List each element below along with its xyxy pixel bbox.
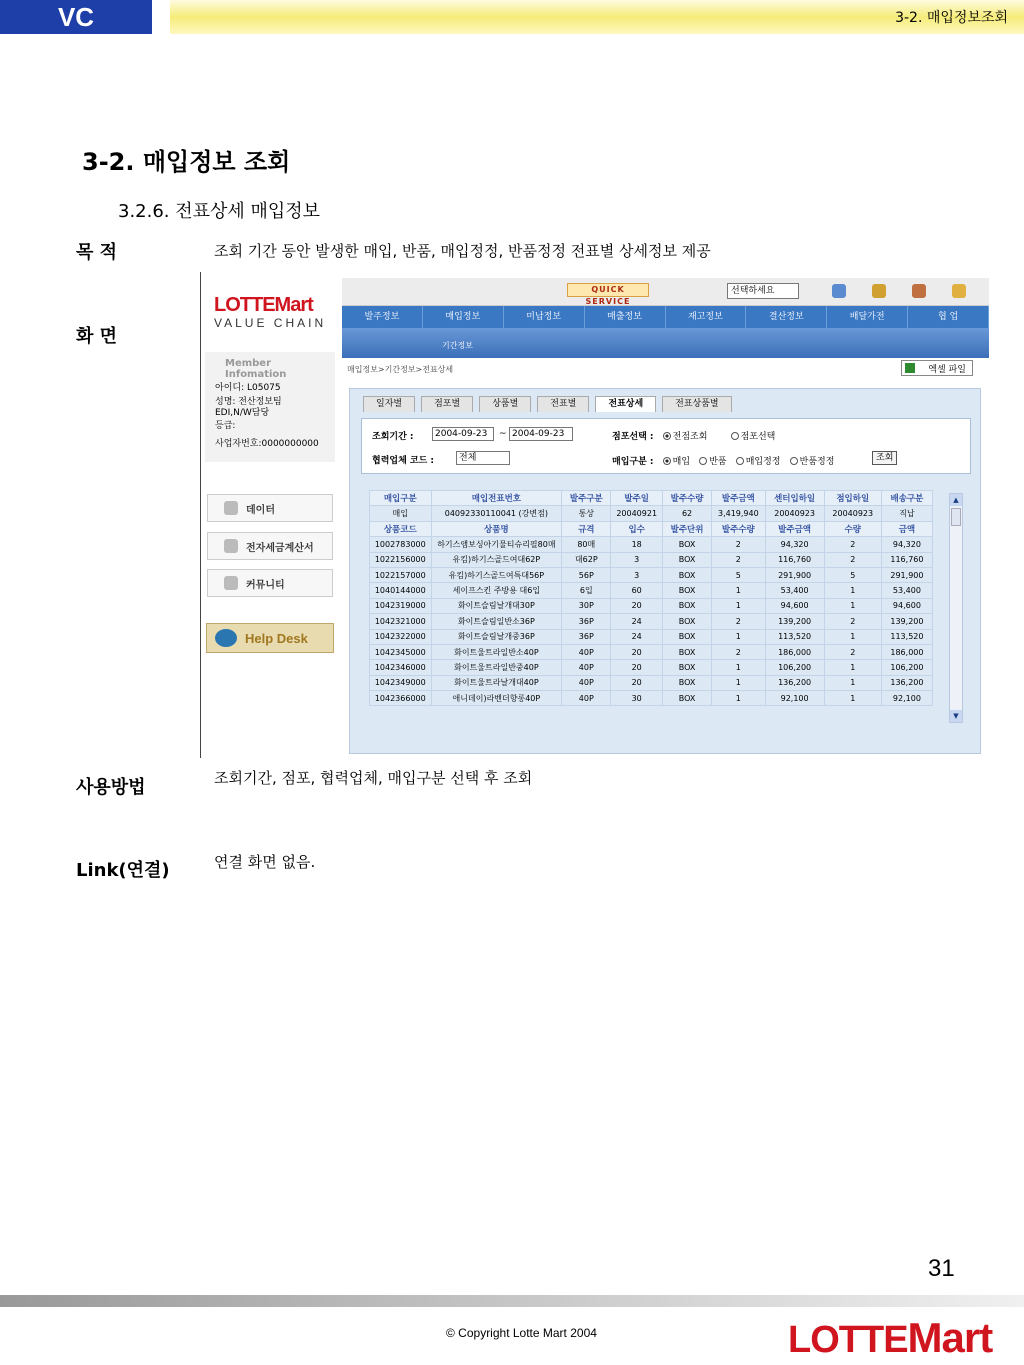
- member-dept: EDI,N/W담당: [215, 408, 270, 418]
- excel-export-button[interactable]: 엑셀 파일: [901, 360, 973, 376]
- user-icon[interactable]: [952, 284, 966, 298]
- tab-store[interactable]: 점포별: [421, 396, 473, 412]
- grid-cell: 5: [824, 567, 881, 582]
- grid-cell: 화이트슬림날개중36P: [431, 629, 562, 644]
- grid-cell: 2: [712, 644, 765, 659]
- grid-cell: BOX: [662, 598, 711, 613]
- grid-cell: BOX: [662, 537, 711, 552]
- table-row: [370, 552, 933, 567]
- grid-cell: 56P: [562, 567, 611, 582]
- invoice-icon: [224, 539, 238, 553]
- grid-cell: 1022157000: [370, 567, 432, 582]
- screen-label: 화 면: [76, 326, 118, 347]
- home-icon[interactable]: [832, 284, 846, 298]
- grid-cell: 1: [824, 629, 881, 644]
- grid-cell: 1: [712, 583, 765, 598]
- vendor-select[interactable]: 전체: [456, 451, 510, 465]
- grid-cell: 1: [712, 691, 765, 706]
- grid-cell: 화이트슬림일반소36P: [431, 614, 562, 629]
- grid-header-cell: 발주수량: [712, 521, 765, 536]
- table-row: [370, 614, 933, 629]
- grid-cell: 애니데이)라벤더향롱40P: [431, 691, 562, 706]
- grid-header-cell: 입수: [611, 521, 663, 536]
- grid-cell: BOX: [662, 567, 711, 582]
- help-desk-button[interactable]: Help Desk: [206, 623, 334, 653]
- grid-cell: 40P: [562, 660, 611, 675]
- tab-bar: [363, 396, 736, 412]
- grid-cell: 94,600: [881, 598, 932, 613]
- grid-cell: 2: [824, 614, 881, 629]
- grid-cell: 136,200: [765, 675, 824, 690]
- grid-header-cell: 매입구분: [370, 491, 432, 506]
- grid-cell: 136,200: [881, 675, 932, 690]
- period-label: 조회기간 :: [372, 432, 414, 442]
- link-text: 연결 화면 없음.: [214, 853, 316, 871]
- grid-cell: 24: [611, 614, 663, 629]
- table-row: [370, 629, 933, 644]
- query-button[interactable]: 조회: [872, 451, 897, 465]
- left-panel: [201, 278, 341, 758]
- purpose-text: 조회 기간 동안 발생한 매입, 반품, 매입정정, 반품정정 전표별 상세정보 제공: [214, 242, 711, 260]
- grid-cell: 40P: [562, 644, 611, 659]
- print-icon[interactable]: [912, 284, 926, 298]
- community-button[interactable]: 커뮤니티: [207, 569, 333, 597]
- grid-cell: 113,520: [765, 629, 824, 644]
- grid-cell: 106,200: [881, 660, 932, 675]
- grid-cell: 40P: [562, 691, 611, 706]
- grid-cell: 1: [712, 598, 765, 613]
- grid-cell: 화이트슬림날개대30P: [431, 598, 562, 613]
- grid-cell: 5: [712, 567, 765, 582]
- grid-header-row: [370, 491, 933, 506]
- quick-service-label: QUICK SERVICE: [567, 283, 649, 297]
- grid-cell: 2: [712, 614, 765, 629]
- grid-cell: 대62P: [562, 552, 611, 567]
- table-row: [370, 675, 933, 690]
- table-row: [370, 583, 933, 598]
- member-grade: 등급:: [215, 421, 236, 431]
- store-select-label: 점포선택 : 전점조회 점포선택: [612, 432, 776, 442]
- grid-cell: 20: [611, 644, 663, 659]
- grid-cell: 53,400: [765, 583, 824, 598]
- grid-cell: 04092330110041 (강변점): [431, 506, 562, 521]
- grid-cell: 20: [611, 660, 663, 675]
- tab-slip-product[interactable]: 전표상품별: [662, 396, 731, 412]
- grid-cell: BOX: [662, 583, 711, 598]
- lotte-mart-logo: LOTTEMart: [214, 294, 313, 316]
- grid-cell: 직납: [881, 506, 932, 521]
- radio-return[interactable]: [699, 457, 707, 465]
- grid-cell: 20040923: [824, 506, 881, 521]
- scroll-up-icon[interactable]: ▲: [950, 494, 962, 506]
- grid-cell: 20040921: [611, 506, 663, 521]
- grid-header-cell: 발주구분: [562, 491, 611, 506]
- member-info-box: [205, 352, 335, 462]
- purchase-type-label: 매입구분 : 매입 반품 매입정정 반품정정: [612, 457, 835, 467]
- data-button[interactable]: 데이터: [207, 494, 333, 522]
- grid-cell: 1: [824, 598, 881, 613]
- grid-header-cell: 센터입하일: [765, 491, 824, 506]
- menu-unpaid[interactable]: 미납정보: [504, 306, 585, 328]
- footer-bar: [0, 1295, 1024, 1307]
- grid-cell: 1022156000: [370, 552, 432, 567]
- copyright: © Copyright Lotte Mart 2004: [446, 1326, 597, 1340]
- grid-cell: 화이트울트라날개대40P: [431, 675, 562, 690]
- member-id: 아이디: L05075: [215, 383, 281, 393]
- search-panel: [361, 418, 971, 474]
- scroll-thumb[interactable]: [951, 508, 961, 526]
- menu-delivery[interactable]: 배달가전: [827, 306, 908, 328]
- grid-cell: 80매: [562, 537, 611, 552]
- grid-cell: 113,520: [881, 629, 932, 644]
- sub-menu-period[interactable]: 기간정보: [442, 341, 473, 350]
- purpose-label: 목 적: [76, 242, 118, 263]
- grid-cell: BOX: [662, 644, 711, 659]
- quick-service-select[interactable]: 선택하세요: [727, 283, 799, 299]
- grid-cell: 2: [824, 644, 881, 659]
- grid-cell: 1002783000: [370, 537, 432, 552]
- usage-text: 조회기간, 점포, 협력업체, 매입구분 선택 후 조회: [214, 769, 533, 787]
- grid-cell: 36P: [562, 629, 611, 644]
- breadcrumb: 매입정보>기간정보>전표상세: [347, 365, 454, 374]
- grid-cell: 30P: [562, 598, 611, 613]
- grid-cell: 186,000: [881, 644, 932, 659]
- grid-cell: BOX: [662, 614, 711, 629]
- grid-cell: 291,900: [881, 567, 932, 582]
- grid-cell: 3: [611, 567, 663, 582]
- grid-header-cell: 발주단위: [662, 521, 711, 536]
- grid-cell: 1042321000: [370, 614, 432, 629]
- grid-header-cell: 매입전표번호: [431, 491, 562, 506]
- grid-cell: 139,200: [765, 614, 824, 629]
- grid-cell: 화이트울트라일반소40P: [431, 644, 562, 659]
- app-screenshot: [201, 272, 989, 758]
- table-row: [370, 598, 933, 613]
- grid-cell: 2: [712, 537, 765, 552]
- grid-cell: 매입: [370, 506, 432, 521]
- data-icon: [224, 501, 238, 515]
- menu-stock[interactable]: 재고정보: [666, 306, 747, 328]
- grid-cell: 139,200: [881, 614, 932, 629]
- page-number: 31: [928, 1255, 955, 1282]
- grid-cell: BOX: [662, 552, 711, 567]
- community-icon: [224, 576, 238, 590]
- grid-cell: 291,900: [765, 567, 824, 582]
- grid-cell: 6입: [562, 583, 611, 598]
- menu-order[interactable]: 발주정보: [342, 306, 423, 328]
- date-separator: ~: [499, 429, 507, 439]
- grid-cell: 1040144000: [370, 583, 432, 598]
- grid-cell: 30: [611, 691, 663, 706]
- grid-cell: 40P: [562, 675, 611, 690]
- grid-cell: 60: [611, 583, 663, 598]
- page-subtitle: 3.2.6. 전표상세 매입정보: [118, 201, 321, 222]
- vc-badge: VC: [0, 0, 152, 34]
- grid-header-row: [370, 521, 933, 536]
- grid-cell: 1: [712, 675, 765, 690]
- menu-settlement[interactable]: 결산정보: [746, 306, 827, 328]
- table-row: [370, 660, 933, 675]
- grid-cell: 2: [824, 552, 881, 567]
- grid-cell: 1042349000: [370, 675, 432, 690]
- grid-header-cell: 규격: [562, 521, 611, 536]
- quick-service-bar: [342, 278, 989, 306]
- table-row: [370, 691, 933, 706]
- menu-collab[interactable]: 협 업: [908, 306, 989, 328]
- grid-cell: 세이프스킨 주방용 대6입: [431, 583, 562, 598]
- grid-cell: BOX: [662, 691, 711, 706]
- grid-cell: 1: [824, 660, 881, 675]
- grid-cell: 3: [611, 552, 663, 567]
- date-to-input[interactable]: 2004-09-23: [509, 427, 573, 441]
- tab-daily[interactable]: 일자별: [363, 396, 415, 412]
- grid-cell: 하기스앰보싱아기물티슈리필80매: [431, 537, 562, 552]
- member-bizno: 사업자번호:0000000000: [215, 439, 319, 449]
- grid-cell: 94,320: [881, 537, 932, 552]
- grid-cell: 유킴)하기스골드여특대56P: [431, 567, 562, 582]
- grid-header-cell: 발주일: [611, 491, 663, 506]
- radio-purchase-correction[interactable]: [736, 457, 744, 465]
- member-name: 성명: 전산정보팀: [215, 397, 282, 407]
- grid-cell: 1: [824, 691, 881, 706]
- grid-cell: 92,100: [765, 691, 824, 706]
- grid-header-cell: 상품코드: [370, 521, 432, 536]
- menu-purchase[interactable]: 매입정보: [423, 306, 504, 328]
- grid-cell: 1042346000: [370, 660, 432, 675]
- grid-cell: BOX: [662, 629, 711, 644]
- phone-icon: [215, 629, 237, 647]
- grid-cell: 화이트울트라일반중40P: [431, 660, 562, 675]
- grid-cell: 186,000: [765, 644, 824, 659]
- grid-header-cell: 배송구분: [881, 491, 932, 506]
- tab-slip[interactable]: 전표별: [537, 396, 589, 412]
- grid-cell: 1042345000: [370, 644, 432, 659]
- grid-cell: 53,400: [881, 583, 932, 598]
- menu-sales[interactable]: 매출정보: [585, 306, 666, 328]
- grid-cell: 1: [824, 675, 881, 690]
- table-row: [370, 537, 933, 552]
- link-label: Link(연결): [76, 860, 170, 881]
- grid-cell: 1: [712, 660, 765, 675]
- tax-invoice-button[interactable]: 전자세금계산서: [207, 532, 333, 560]
- member-info-title: Member Infomation: [225, 358, 287, 380]
- grid-cell: 20: [611, 675, 663, 690]
- table-row: [370, 644, 933, 659]
- grid-header-cell: 발주금액: [712, 491, 765, 506]
- grid-cell: 18: [611, 537, 663, 552]
- grid-cell: 20040923: [765, 506, 824, 521]
- grid-cell: 62: [662, 506, 711, 521]
- grid-cell: 94,320: [765, 537, 824, 552]
- grid-header-cell: 수량: [824, 521, 881, 536]
- grid-summary-row: [370, 506, 933, 521]
- radio-purchase[interactable]: [663, 457, 671, 465]
- grid-cell: 3,419,940: [712, 506, 765, 521]
- value-chain-logo: VALUE CHAIN: [214, 316, 327, 330]
- grid-cell: 116,760: [881, 552, 932, 567]
- grid-cell: 36P: [562, 614, 611, 629]
- section-title: 3-2. 매입정보조회: [895, 10, 1008, 26]
- grid-cell: 유킴)하기스골드여대62P: [431, 552, 562, 567]
- page-title: 3-2. 매입정보 조회: [82, 148, 291, 176]
- grid-cell: 94,600: [765, 598, 824, 613]
- scroll-down-icon[interactable]: ▼: [950, 710, 962, 722]
- grid-cell: 1: [712, 629, 765, 644]
- grid-cell: 1042322000: [370, 629, 432, 644]
- grid-header-cell: 발주금액: [765, 521, 824, 536]
- radio-return-correction[interactable]: [790, 457, 798, 465]
- grid-header-cell: 상품명: [431, 521, 562, 536]
- grid-cell: 24: [611, 629, 663, 644]
- grid-header-cell: 점입하일: [824, 491, 881, 506]
- footer-lotte-mart-logo: LOTTEMart: [788, 1314, 993, 1361]
- grid-cell: 통상: [562, 506, 611, 521]
- grid-cell: 1042319000: [370, 598, 432, 613]
- grid-cell: 116,760: [765, 552, 824, 567]
- sub-menu-bar: [342, 328, 989, 358]
- grid-cell: 20: [611, 598, 663, 613]
- tab-slip-detail[interactable]: 전표상세: [595, 396, 656, 412]
- grid-cell: 92,100: [881, 691, 932, 706]
- grid-cell: 2: [824, 537, 881, 552]
- vendor-code-label: 협력업체 코드 :: [372, 456, 435, 466]
- grid-header-cell: 금액: [881, 521, 932, 536]
- grid-cell: 1042366000: [370, 691, 432, 706]
- grid-scrollbar[interactable]: [949, 493, 963, 723]
- grid-cell: 2: [712, 552, 765, 567]
- grid-cell: 1: [824, 583, 881, 598]
- table-row: [370, 567, 933, 582]
- grid-header-cell: 발주수량: [662, 491, 711, 506]
- grid-cell: BOX: [662, 660, 711, 675]
- main-menu: [342, 306, 989, 328]
- tab-product[interactable]: 상품별: [479, 396, 531, 412]
- detail-grid: [369, 490, 933, 706]
- usage-label: 사용방법: [76, 777, 146, 798]
- grid-cell: 106,200: [765, 660, 824, 675]
- info-icon[interactable]: [872, 284, 886, 298]
- section-header-bar: [170, 0, 1024, 34]
- radio-select-store[interactable]: [731, 432, 739, 440]
- grid-cell: BOX: [662, 675, 711, 690]
- date-from-input[interactable]: 2004-09-23: [432, 427, 494, 441]
- radio-all-stores[interactable]: [663, 432, 671, 440]
